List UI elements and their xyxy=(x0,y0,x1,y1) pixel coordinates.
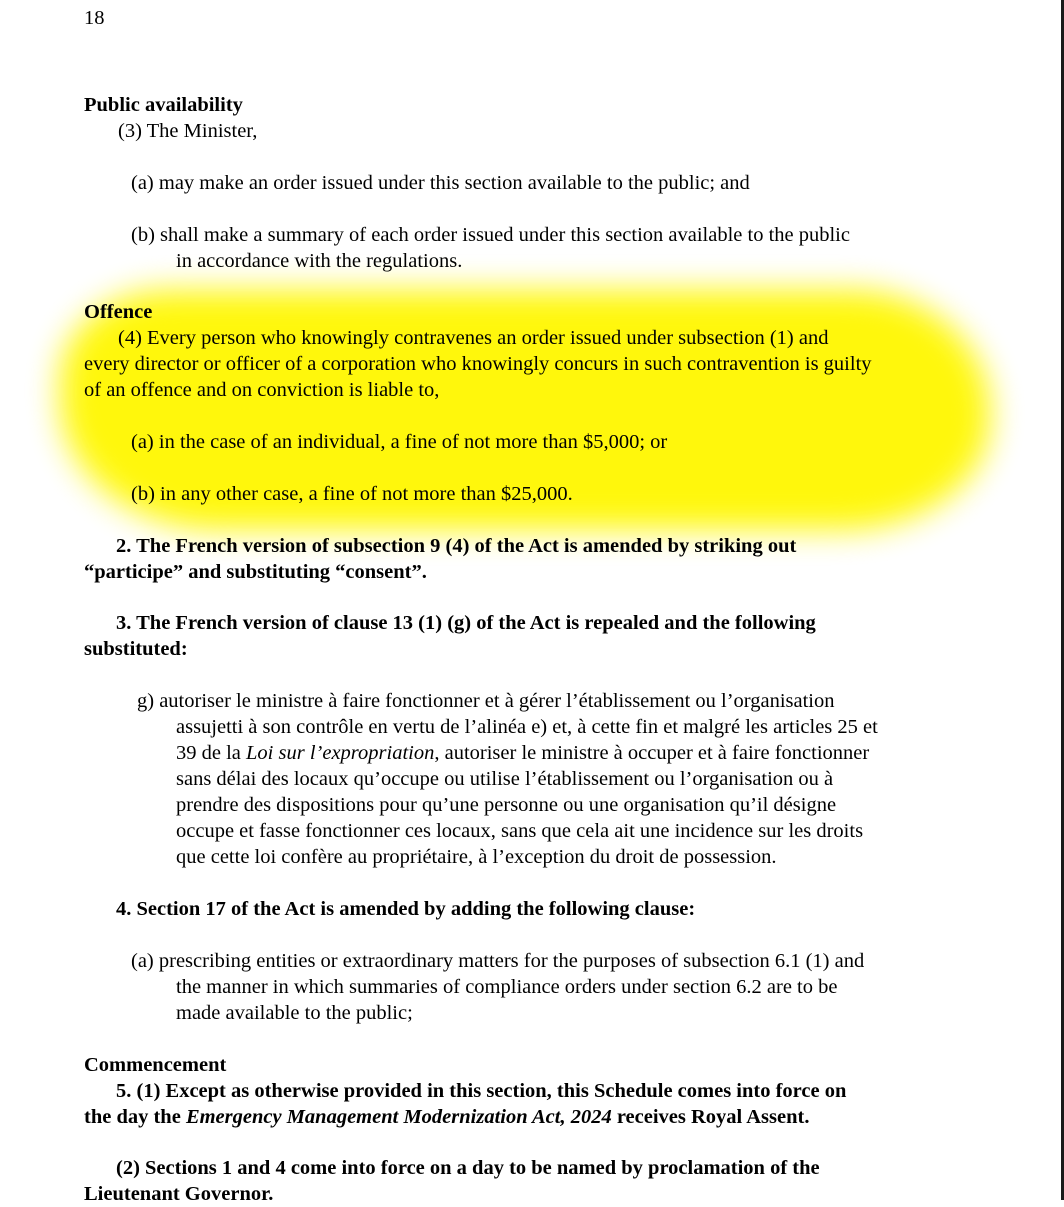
text-line: of an offence and on conviction is liable to, xyxy=(84,379,440,401)
text-line: in accordance with the regulations. xyxy=(176,250,463,272)
text-line: “participe” and substituting “consent”. xyxy=(84,561,427,583)
text-line: g) autoriser le ministre à faire fonctionner et à gérer l’établissement ou l’organisation xyxy=(137,690,835,712)
page-number: 18 xyxy=(84,7,105,29)
text-line: substituted: xyxy=(84,638,188,660)
text-run: 39 de la xyxy=(176,742,247,764)
text-line: 5. (1) Except as otherwise provided in this section, this Schedule comes into force on xyxy=(116,1080,847,1102)
text-line xyxy=(176,740,869,766)
text-line: 4. Section 17 of the Act is amended by adding the following clause: xyxy=(116,898,696,920)
text-run: , autoriser le ministre à occuper et à faire fonctionner xyxy=(434,742,870,764)
text-line: Commencement xyxy=(84,1054,227,1076)
text-line: (b) shall make a summary of each order issued under this section available to the public xyxy=(131,224,850,246)
text-line: (b) in any other case, a fine of not more than $25,000. xyxy=(131,483,573,505)
text-line: (4) Every person who knowingly contravenes an order issued under subsection (1) and xyxy=(118,327,829,349)
text-line: sans délai des locaux qu’occupe ou utilise l’établissement ou l’organisation ou à xyxy=(176,768,834,790)
text-line: the manner in which summaries of compliance orders under section 6.2 are to be xyxy=(176,976,838,998)
text-line: (a) prescribing entities or extraordinary matters for the purposes of subsection 6.1 (1) and xyxy=(131,950,865,972)
text-line: prendre des dispositions pour qu’une personne ou une organisation qu’il désigne xyxy=(176,794,837,816)
text-line: que cette loi confère au propriétaire, à l’exception du droit de possession. xyxy=(176,846,777,868)
text-line: (a) in the case of an individual, a fine of not more than $5,000; or xyxy=(131,431,668,453)
text-line xyxy=(84,1104,809,1130)
text-line: 3. The French version of clause 13 (1) (g) of the Act is repealed and the following xyxy=(116,612,816,634)
text-line: (a) may make an order issued under this section available to the public; and xyxy=(131,172,750,194)
text-line: (2) Sections 1 and 4 come into force on a day to be named by proclamation of the xyxy=(116,1157,820,1179)
text-line: assujetti à son contrôle en vertu de l’alinéa e) et, à cette fin et malgré les articles 25 et xyxy=(176,716,878,738)
text-line: Public availability xyxy=(84,94,243,116)
text-run: receives Royal Assent. xyxy=(611,1106,810,1128)
text-line: made available to the public; xyxy=(176,1002,413,1024)
text-line: Offence xyxy=(84,301,153,323)
text-line: every director or officer of a corporation who knowingly concurs in such contravention is guilty xyxy=(84,353,872,375)
text-line: 2. The French version of subsection 9 (4) of the Act is amended by striking out xyxy=(116,535,797,557)
text-line: Lieutenant Governor. xyxy=(84,1183,274,1205)
text-run: the day the xyxy=(84,1106,186,1128)
italic-title: Loi sur l’expropriation xyxy=(246,742,435,764)
italic-title: Emergency Management Modernization Act, 2024 xyxy=(185,1106,612,1128)
text-line: (3) The Minister, xyxy=(118,120,258,142)
text-line: occupe et fasse fonctionner ces locaux, sans que cela ait une incidence sur les droits xyxy=(176,820,864,842)
